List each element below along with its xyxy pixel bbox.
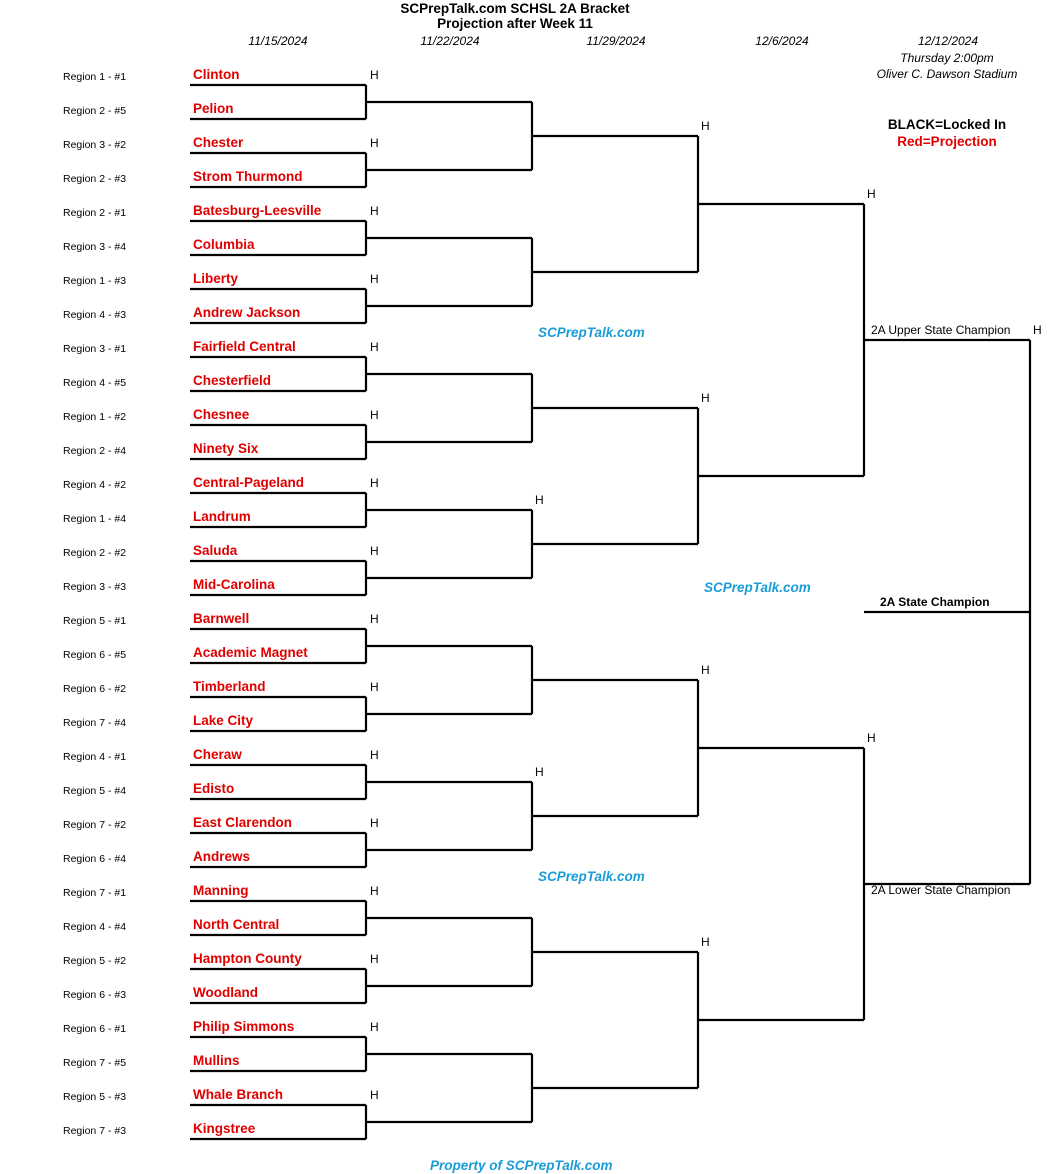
seed-label: Region 6 - #1	[63, 1023, 127, 1035]
seed-label: Region 7 - #5	[63, 1057, 127, 1069]
footer-property: Property of SCPrepTalk.com	[430, 1158, 613, 1173]
final-day-time: Thursday 2:00pm	[900, 51, 994, 65]
team-name: Timberland	[193, 679, 266, 694]
seed-label: Region 3 - #4	[63, 241, 127, 253]
home-marker-7: H	[370, 544, 379, 558]
seed-label: Region 1 - #3	[63, 275, 127, 287]
team-name: Edisto	[193, 781, 235, 796]
home-marker-22: H	[867, 187, 876, 201]
team-name: Central-Pageland	[193, 475, 305, 490]
team-name: Columbia	[193, 237, 255, 252]
home-marker-14: H	[370, 1020, 379, 1034]
home-marker-1: H	[370, 136, 379, 150]
team-name: Barnwell	[193, 611, 250, 626]
seed-label: Region 4 - #3	[63, 309, 127, 321]
home-marker-18: H	[701, 119, 710, 133]
seed-label: Region 6 - #3	[63, 989, 127, 1001]
team-name: Liberty	[193, 271, 239, 286]
round3-date: 11/29/2024	[586, 34, 646, 48]
seed-label: Region 7 - #2	[63, 819, 127, 831]
seed-label: Region 3 - #1	[63, 343, 127, 355]
team-name: Andrews	[193, 849, 251, 864]
home-marker-8: H	[370, 612, 379, 626]
seed-label: Region 1 - #1	[63, 71, 127, 83]
team-name: Kingstree	[193, 1121, 256, 1136]
team-name: Clinton	[193, 67, 240, 82]
team-name: North Central	[193, 917, 280, 932]
final-date: 12/12/2024	[917, 34, 979, 48]
home-marker-10: H	[370, 748, 379, 762]
legend-locked: BLACK=Locked In	[887, 117, 1007, 132]
round2-date: 11/22/2024	[420, 34, 480, 48]
watermark-1: SCPrepTalk.com	[538, 325, 645, 340]
home-marker-17: H	[535, 765, 544, 779]
seed-label: Region 5 - #4	[63, 785, 127, 797]
seed-label: Region 4 - #4	[63, 921, 127, 933]
team-name: Pelion	[193, 101, 234, 116]
lower-state-champion-label: 2A Lower State Champion	[871, 883, 1011, 897]
home-marker-2: H	[370, 204, 379, 218]
seed-label: Region 5 - #2	[63, 955, 127, 967]
team-name: Fairfield Central	[193, 339, 296, 354]
home-marker-4: H	[370, 340, 379, 354]
team-name: Manning	[193, 883, 249, 898]
home-marker-24: H	[1033, 323, 1042, 337]
home-marker-15: H	[370, 1088, 379, 1102]
home-marker-3: H	[370, 272, 379, 286]
final-venue: Oliver C. Dawson Stadium	[876, 67, 1018, 81]
team-name: Landrum	[193, 509, 251, 524]
seed-label: Region 2 - #5	[63, 105, 127, 117]
seed-label: Region 1 - #4	[63, 513, 127, 525]
home-marker-16: H	[535, 493, 544, 507]
home-marker-21: H	[701, 935, 710, 949]
home-marker-9: H	[370, 680, 379, 694]
team-name: East Clarendon	[193, 815, 293, 830]
team-name: Mullins	[193, 1053, 240, 1068]
home-marker-5: H	[370, 408, 379, 422]
home-marker-19: H	[701, 391, 710, 405]
team-name: Ninety Six	[193, 441, 259, 456]
seed-label: Region 7 - #1	[63, 887, 127, 899]
seed-label: Region 1 - #2	[63, 411, 127, 423]
team-name: Whale Branch	[193, 1087, 284, 1102]
state-champion-label: 2A State Champion	[880, 595, 990, 609]
seed-label: Region 4 - #2	[63, 479, 127, 491]
round4-date: 12/6/2024	[755, 34, 809, 48]
watermark-2: SCPrepTalk.com	[704, 580, 811, 595]
upper-state-champion-label: 2A Upper State Champion	[871, 323, 1011, 337]
page-subtitle: Projection after Week 11	[437, 16, 593, 31]
team-name: Cheraw	[193, 747, 242, 762]
seed-label: Region 5 - #1	[63, 615, 127, 627]
team-name: Philip Simmons	[193, 1019, 295, 1034]
seed-label: Region 7 - #3	[63, 1125, 127, 1137]
seed-label: Region 3 - #3	[63, 581, 127, 593]
page-title: SCPrepTalk.com SCHSL 2A Bracket	[400, 1, 630, 16]
team-name: Chester	[193, 135, 244, 150]
seed-label: Region 4 - #5	[63, 377, 127, 389]
seed-label: Region 2 - #4	[63, 445, 127, 457]
team-name: Hampton County	[193, 951, 302, 966]
seed-label: Region 6 - #5	[63, 649, 127, 661]
seed-label: Region 6 - #2	[63, 683, 127, 695]
team-name: Saluda	[193, 543, 238, 558]
watermark-3: SCPrepTalk.com	[538, 869, 645, 884]
home-marker-11: H	[370, 816, 379, 830]
seed-label: Region 7 - #4	[63, 717, 127, 729]
home-marker-13: H	[370, 952, 379, 966]
team-name: Chesnee	[193, 407, 250, 422]
seed-label: Region 4 - #1	[63, 751, 127, 763]
round1-date: 11/15/2024	[248, 34, 308, 48]
home-marker-6: H	[370, 476, 379, 490]
team-name: Woodland	[193, 985, 258, 1000]
seed-label: Region 2 - #1	[63, 207, 127, 219]
team-name: Lake City	[193, 713, 254, 728]
team-name: Mid-Carolina	[193, 577, 275, 592]
team-name: Andrew Jackson	[193, 305, 301, 320]
seed-label: Region 2 - #3	[63, 173, 127, 185]
seed-label: Region 5 - #3	[63, 1091, 127, 1103]
seed-label: Region 2 - #2	[63, 547, 127, 559]
team-name: Academic Magnet	[193, 645, 308, 660]
home-marker-20: H	[701, 663, 710, 677]
team-name: Strom Thurmond	[193, 169, 303, 184]
seed-label: Region 6 - #4	[63, 853, 127, 865]
legend-projection: Red=Projection	[897, 134, 997, 149]
team-name: Batesburg-Leesville	[193, 203, 322, 218]
team-name: Chesterfield	[193, 373, 272, 388]
home-marker-23: H	[867, 731, 876, 745]
seed-label: Region 3 - #2	[63, 139, 127, 151]
home-marker-12: H	[370, 884, 379, 898]
home-marker-0: H	[370, 68, 379, 82]
